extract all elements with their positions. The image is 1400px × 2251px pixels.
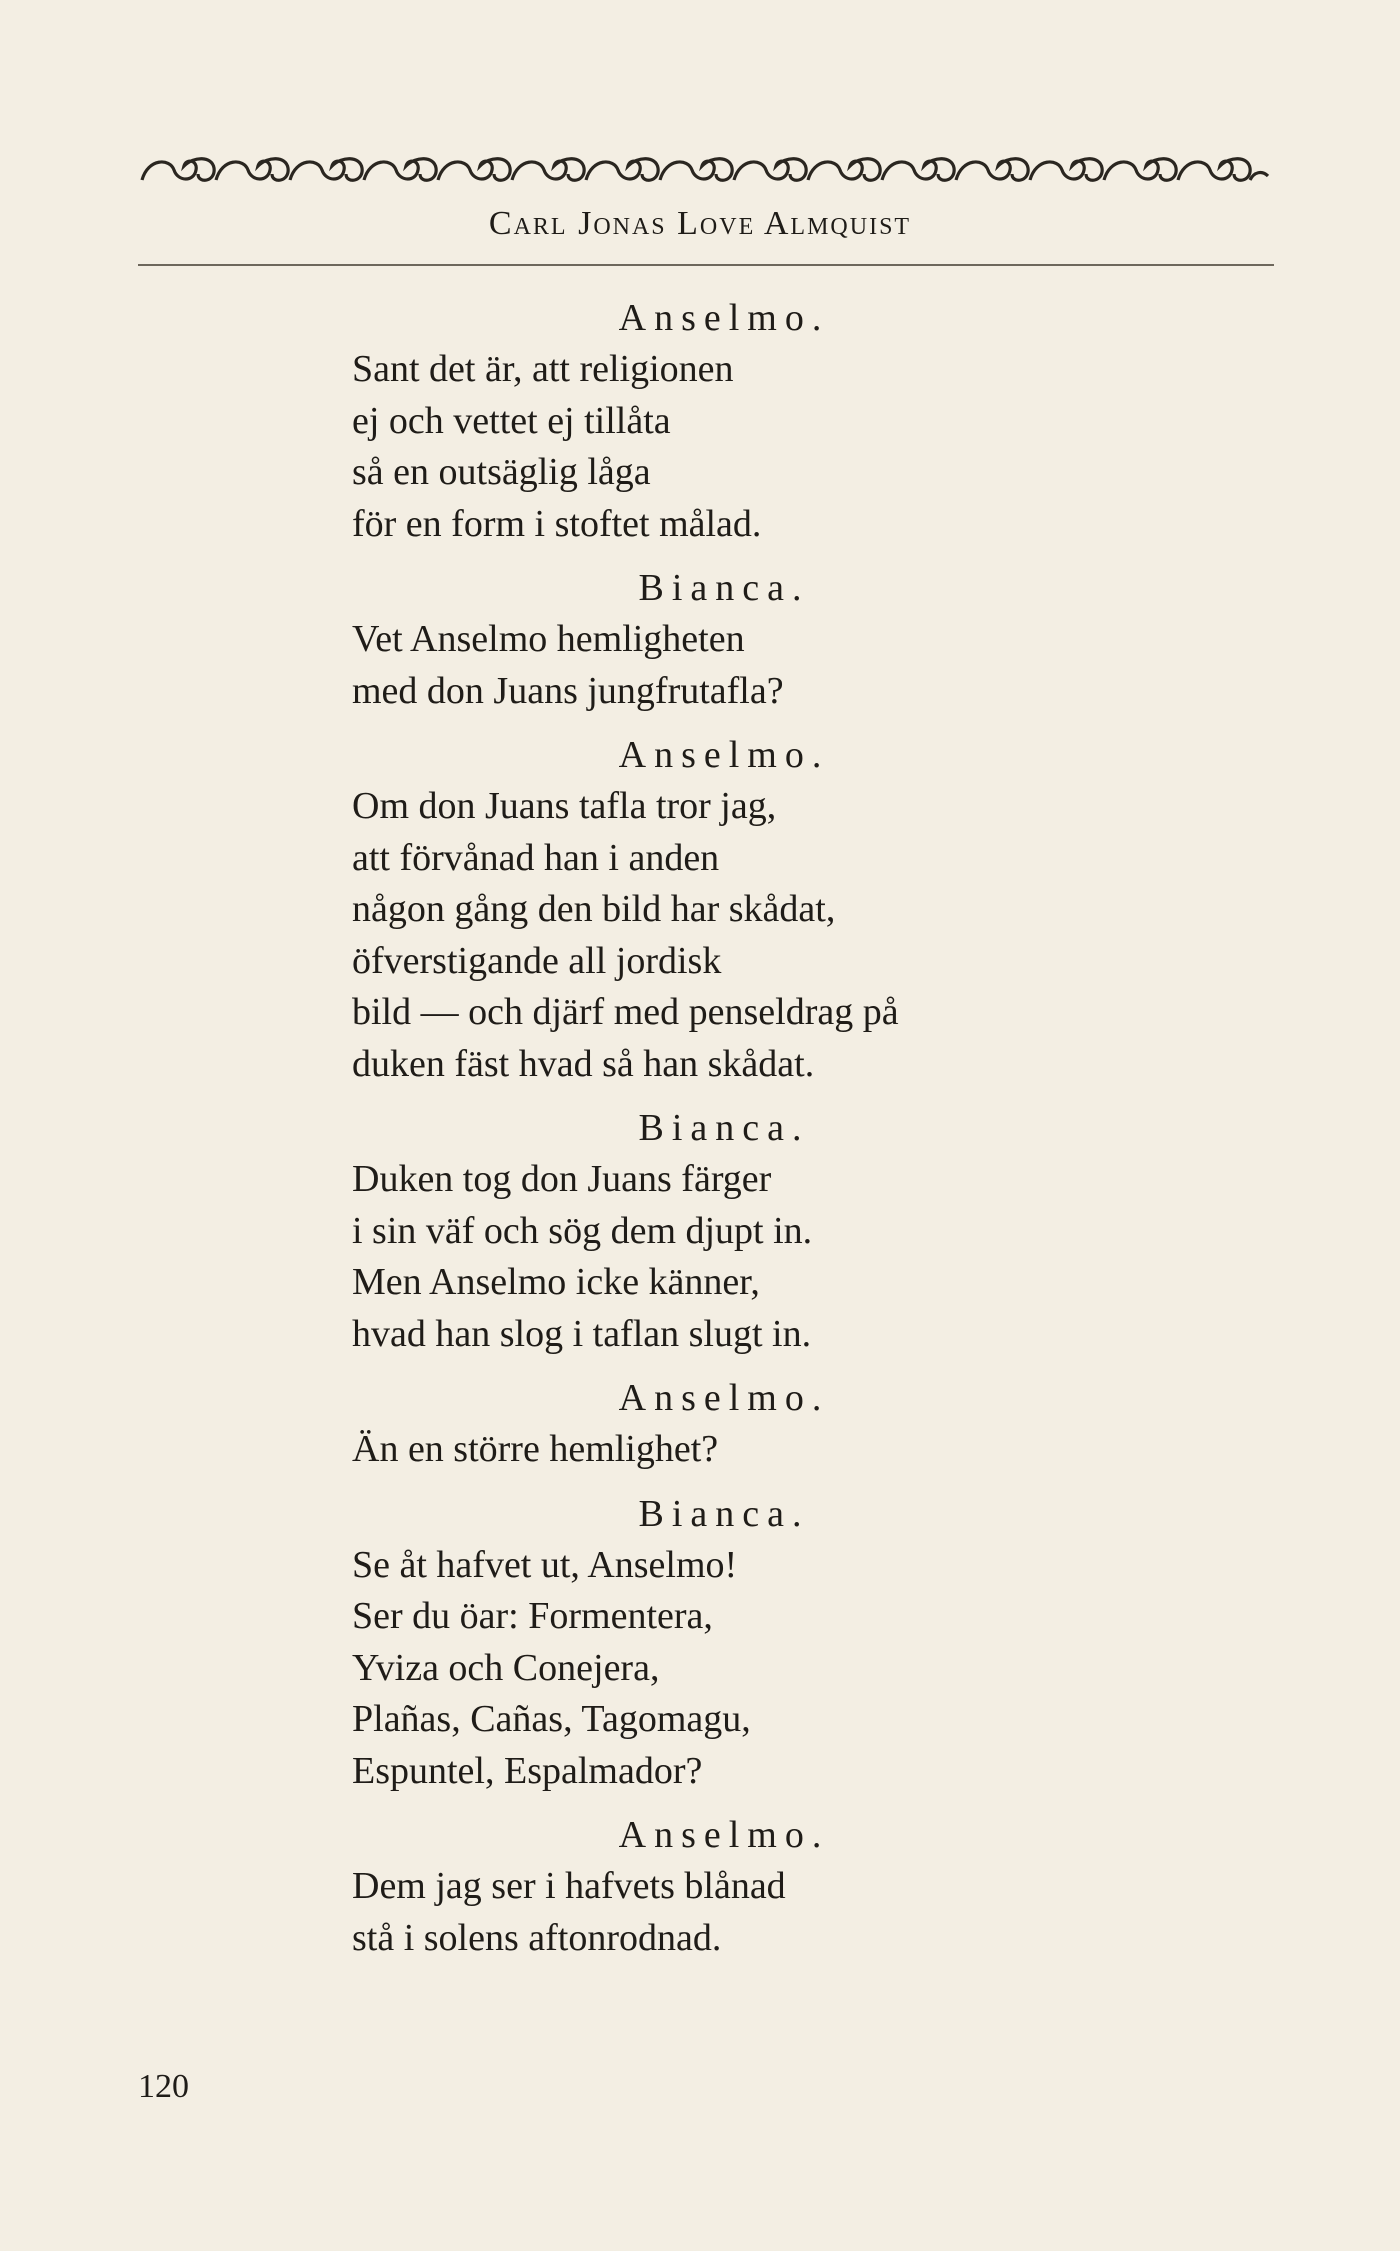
stanza bbox=[352, 1372, 1112, 1476]
stanza bbox=[352, 292, 1112, 550]
stanza bbox=[352, 1102, 1112, 1360]
verse-line: att förvånad han i anden bbox=[352, 836, 720, 879]
running-head: Carl Jonas Love Almquist bbox=[488, 205, 912, 242]
verse-line: med don Juans jungfrutafla? bbox=[352, 669, 784, 712]
speaker-name: Bianca. bbox=[638, 567, 810, 609]
verse-line: Men Anselmo icke känner, bbox=[352, 1261, 760, 1303]
stanza bbox=[352, 562, 1112, 717]
speaker-name: Bianca. bbox=[638, 1107, 810, 1149]
verse-line: ej och vettet ej tillåta bbox=[352, 399, 671, 442]
header-rule bbox=[138, 264, 1274, 266]
verse-line: Dem jag ser i hafvets blånad bbox=[352, 1865, 786, 1907]
stanza bbox=[352, 1809, 1112, 1964]
speaker-name: Anselmo. bbox=[618, 734, 830, 776]
verse-line: Vet Anselmo hemligheten bbox=[352, 618, 745, 660]
verse-line: Ser du öar: Formentera, bbox=[352, 1595, 713, 1637]
page-number: 120 bbox=[138, 2068, 189, 2105]
verse-line: Se åt hafvet ut, Anselmo! bbox=[352, 1543, 738, 1586]
verse-line: bild — och djärf med penseldrag på bbox=[352, 991, 899, 1033]
verse-line: för en form i stoftet målad. bbox=[352, 502, 762, 545]
speaker-name: Anselmo. bbox=[618, 297, 830, 339]
wave-scroll-ornament bbox=[140, 150, 1270, 190]
verse-line: Espuntel, Espalmador? bbox=[352, 1749, 703, 1792]
verse-line: i sin väf och sög dem djupt in. bbox=[352, 1209, 813, 1252]
speaker-name: Anselmo. bbox=[618, 1814, 830, 1856]
speaker-name: Bianca. bbox=[638, 1492, 810, 1535]
verse-line: Om don Juans tafla tror jag, bbox=[352, 785, 777, 827]
verse-line: Duken tog don Juans färger bbox=[352, 1158, 772, 1200]
verse-line: Sant det är, att religionen bbox=[352, 348, 734, 390]
verse-line: Än en större hemlighet? bbox=[352, 1428, 719, 1470]
verse-line: Plañas, Cañas, Tagomagu, bbox=[352, 1698, 751, 1740]
dialogue-body bbox=[352, 292, 1112, 1976]
stanza bbox=[352, 729, 1112, 1090]
stanza bbox=[352, 1488, 1112, 1798]
verse-line: öfverstigande all jordisk bbox=[352, 939, 722, 982]
verse-line: duken fäst hvad så han skådat. bbox=[352, 1042, 815, 1085]
verse-line: någon gång den bild har skådat, bbox=[352, 888, 836, 930]
verse-line: så en outsäglig låga bbox=[352, 451, 651, 493]
verse-line: Yviza och Conejera, bbox=[352, 1646, 660, 1689]
verse-line: hvad han slog i taflan slugt in. bbox=[352, 1312, 812, 1355]
verse-line: stå i solens aftonrodnad. bbox=[352, 1916, 722, 1959]
speaker-name: Anselmo. bbox=[618, 1377, 830, 1419]
